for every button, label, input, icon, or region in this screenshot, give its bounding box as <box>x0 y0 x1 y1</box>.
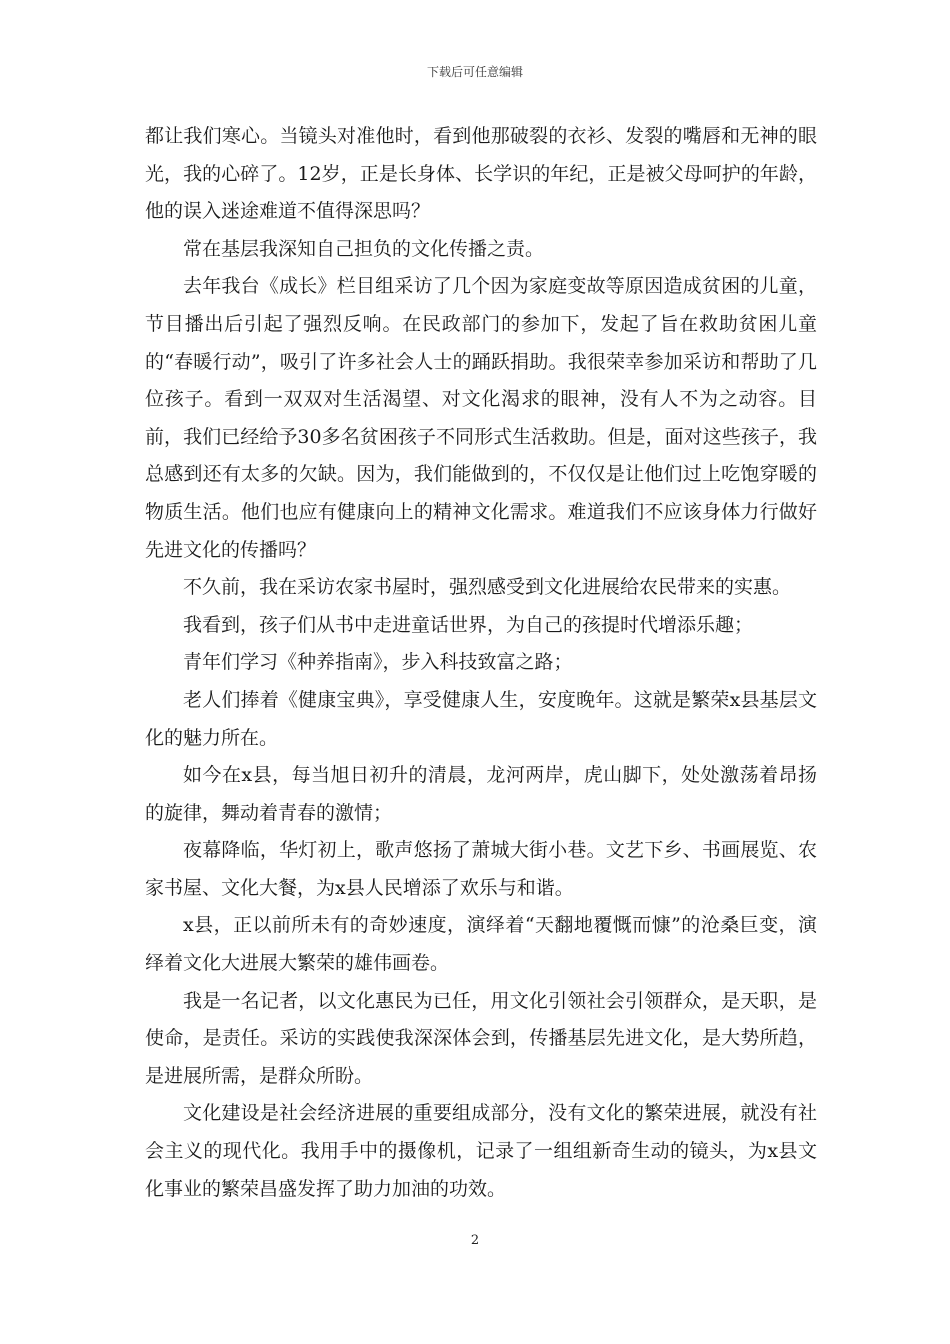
paragraph: 不久前，我在采访农家书屋时，强烈感受到文化进展给农民带来的实惠。 <box>183 576 792 599</box>
paragraph: 文化建设是社会经济进展的重要组成部分，没有文化的繁荣进展，就没有社会主义的现代化。我用手中的摄像机，记录了一组组新奇生动的镜头，为x县文化事业的繁荣昌盛发挥了助力加油的功效。 <box>145 1102 817 1200</box>
paragraph: 常在基层我深知自己担负的文化传播之责。 <box>183 237 545 260</box>
paragraph-continued: 都让我们寒心。当镜头对准他时，看到他那破裂的衣衫、发裂的嘴唇和无神的眼光，我的心碎了。12岁，正是长身体、长学识的年纪，正是被父母呵护的年龄，他的误入迷途难道不值得深思吗？ <box>145 125 817 223</box>
page-number: 2 <box>470 1233 480 1248</box>
paragraph: 夜幕降临，华灯初上，歌声悠扬了萧城大街小巷。文艺下乡、书画展览、农家书屋、文化大餐，为x县人民增添了欢乐与和谐。 <box>145 839 817 899</box>
paragraph: 去年我台《成长》栏目组采访了几个因为家庭变故等原因造成贫困的儿童，节目播出后引起了强烈反响。在民政部门的参加下，发起了旨在救助贫困儿童的“春暖行动”，吸引了许多社会人士的踊跃捐助。我很荣幸参加采访和帮助了几位孩子。看到一双双对生活渴望、对文化渴求的眼神，没有人不为之动容。目前，我们已经给予30多名贫困孩子不同形式生活救助。但是，面对这些孩子，我总感到还有太多的欠缺。因为，我们能做到的，不仅仅是让他们过上吃饱穿暖的物质生活。他们也应有健康向上的精神文化需求。难道我们不应该身体力行做好先进文化的传播吗？ <box>145 275 817 561</box>
paragraph: x县，正以前所未有的奇妙速度，演绎着“天翻地覆慨而慷”的沧桑巨变，演绎着文化大进展大繁荣的雄伟画卷。 <box>145 914 817 975</box>
page-header: 下载后可任意编辑 <box>426 65 523 79</box>
paragraph: 如今在x县，每当旭日初升的清晨，龙河两岸，虎山脚下，处处激荡着昂扬的旋律，舞动着青春的激情； <box>145 764 817 824</box>
document-body <box>145 118 817 1208</box>
paragraph: 我是一名记者，以文化惠民为已任，用文化引领社会引领群众，是天职，是使命，是责任。采访的实践使我深深体会到，传播基层先进文化，是大势所趋，是进展所需，是群众所盼。 <box>145 989 817 1087</box>
paragraph: 老人们捧着《健康宝典》，享受健康人生，安度晚年。这就是繁荣x县基层文化的魅力所在。 <box>145 688 817 749</box>
paragraph: 我看到，孩子们从书中走进童话世界，为自己的孩提时代增添乐趣； <box>183 613 754 636</box>
paragraph: 青年们学习《种养指南》，步入科技致富之路； <box>183 651 573 674</box>
